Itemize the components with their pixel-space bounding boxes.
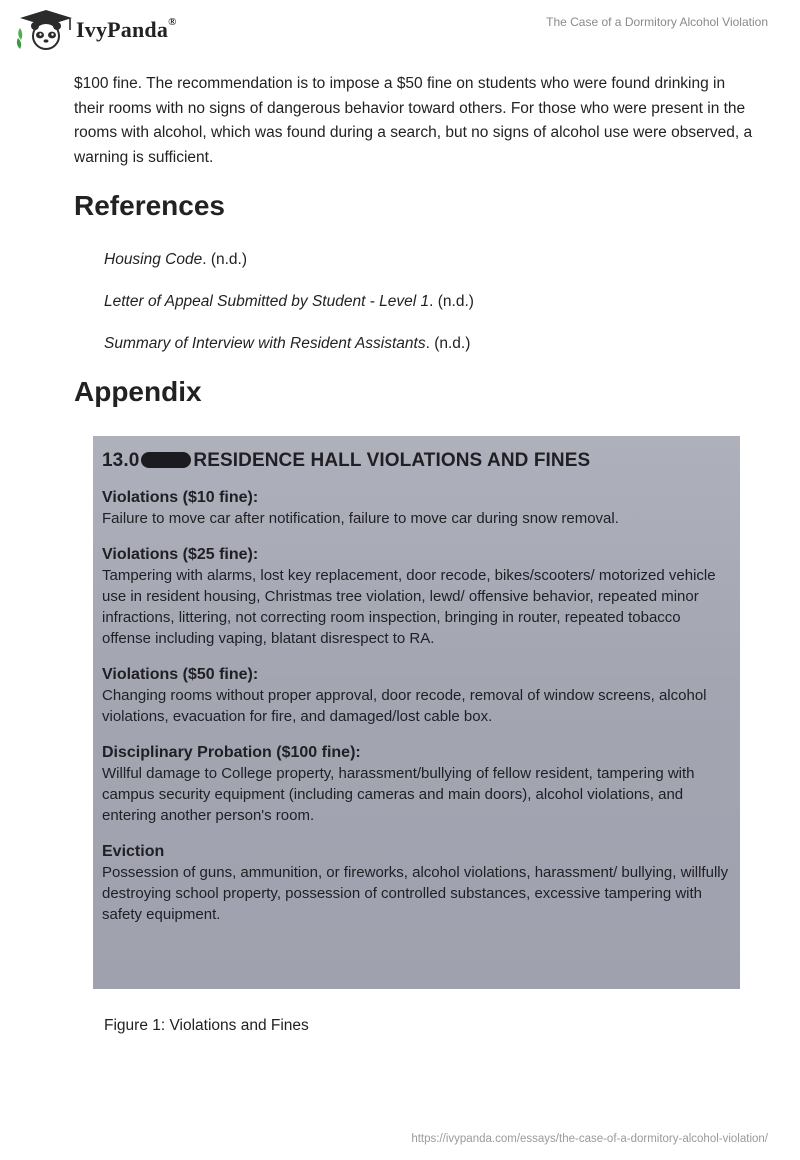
violations-figure xyxy=(93,436,740,989)
figure-caption: Figure 1: Violations and Fines xyxy=(104,1017,309,1034)
fine-section xyxy=(102,665,732,727)
figure-title: 13.0 RESIDENCE HALL VIOLATIONS AND FINES xyxy=(102,450,591,471)
reference-item: Summary of Interview with Resident Assistants. (n.d.) xyxy=(104,335,471,352)
redaction-mark xyxy=(141,452,191,468)
reference-item: Housing Code. (n.d.) xyxy=(104,251,248,268)
ivypanda-logo[interactable] xyxy=(14,8,177,52)
body-paragraph: $100 fine. The recommendation is to impose a $50 fine on students who were found drinking in their rooms with no signs of dangerous behavior toward others. For those who were present in the rooms with alcohol, which was found during a search, but no signs of alcohol use were observed, a warning is sufficient. xyxy=(74,75,753,166)
fine-section xyxy=(102,488,732,529)
section-text: Willful damage to College property, harassment/bullying of fellow resident, tampering with campus security equipment (including cameras and main doors), alcohol violations, and entering another person's room. xyxy=(102,765,695,824)
section-text: Failure to move car after notification, failure to move car during snow removal. xyxy=(102,510,619,527)
section-text: Possession of guns, ammunition, or fireworks, alcohol violations, harassment/ bullying, willfully destroying school property, possession of controlled substances, excessive tampering with safety equipment. xyxy=(102,864,729,923)
section-heading: Eviction xyxy=(102,843,165,860)
reference-item: Letter of Appeal Submitted by Student - Level 1. (n.d.) xyxy=(104,293,474,310)
fine-section xyxy=(102,842,732,925)
logo-wordmark: IvyPanda® xyxy=(76,15,177,42)
fine-section xyxy=(102,743,732,826)
references-heading: References xyxy=(74,190,225,221)
references-list xyxy=(104,250,764,376)
body-text xyxy=(74,72,754,170)
panda-graduate-icon xyxy=(14,8,74,52)
page-header xyxy=(0,0,800,60)
document-title: The Case of a Dormitory Alcohol Violation xyxy=(546,15,768,29)
section-heading: Disciplinary Probation ($100 fine): xyxy=(102,744,361,761)
fine-section xyxy=(102,545,732,649)
section-heading: Violations ($10 fine): xyxy=(102,489,259,506)
section-heading: Violations ($25 fine): xyxy=(102,546,259,563)
section-heading: Violations ($50 fine): xyxy=(102,666,259,683)
source-url[interactable]: https://ivypanda.com/essays/the-case-of-a-dormitory-alcohol-violation/ xyxy=(411,1133,768,1145)
section-text: Tampering with alarms, lost key replacement, door recode, bikes/scooters/ motorized vehicle use in resident housing, Christmas tree violation, lewd/ offensive behavior, repeated minor infractions, littering, not correcting room inspection, bringing in router, repeated tobacco offense including vaping, blatant disrespect to RA. xyxy=(102,567,716,647)
appendix-heading: Appendix xyxy=(74,376,202,407)
section-text: Changing rooms without proper approval, door recode, removal of window screens, alcohol violations, evacuation for fire, and damaged/lost cable box. xyxy=(102,687,707,725)
